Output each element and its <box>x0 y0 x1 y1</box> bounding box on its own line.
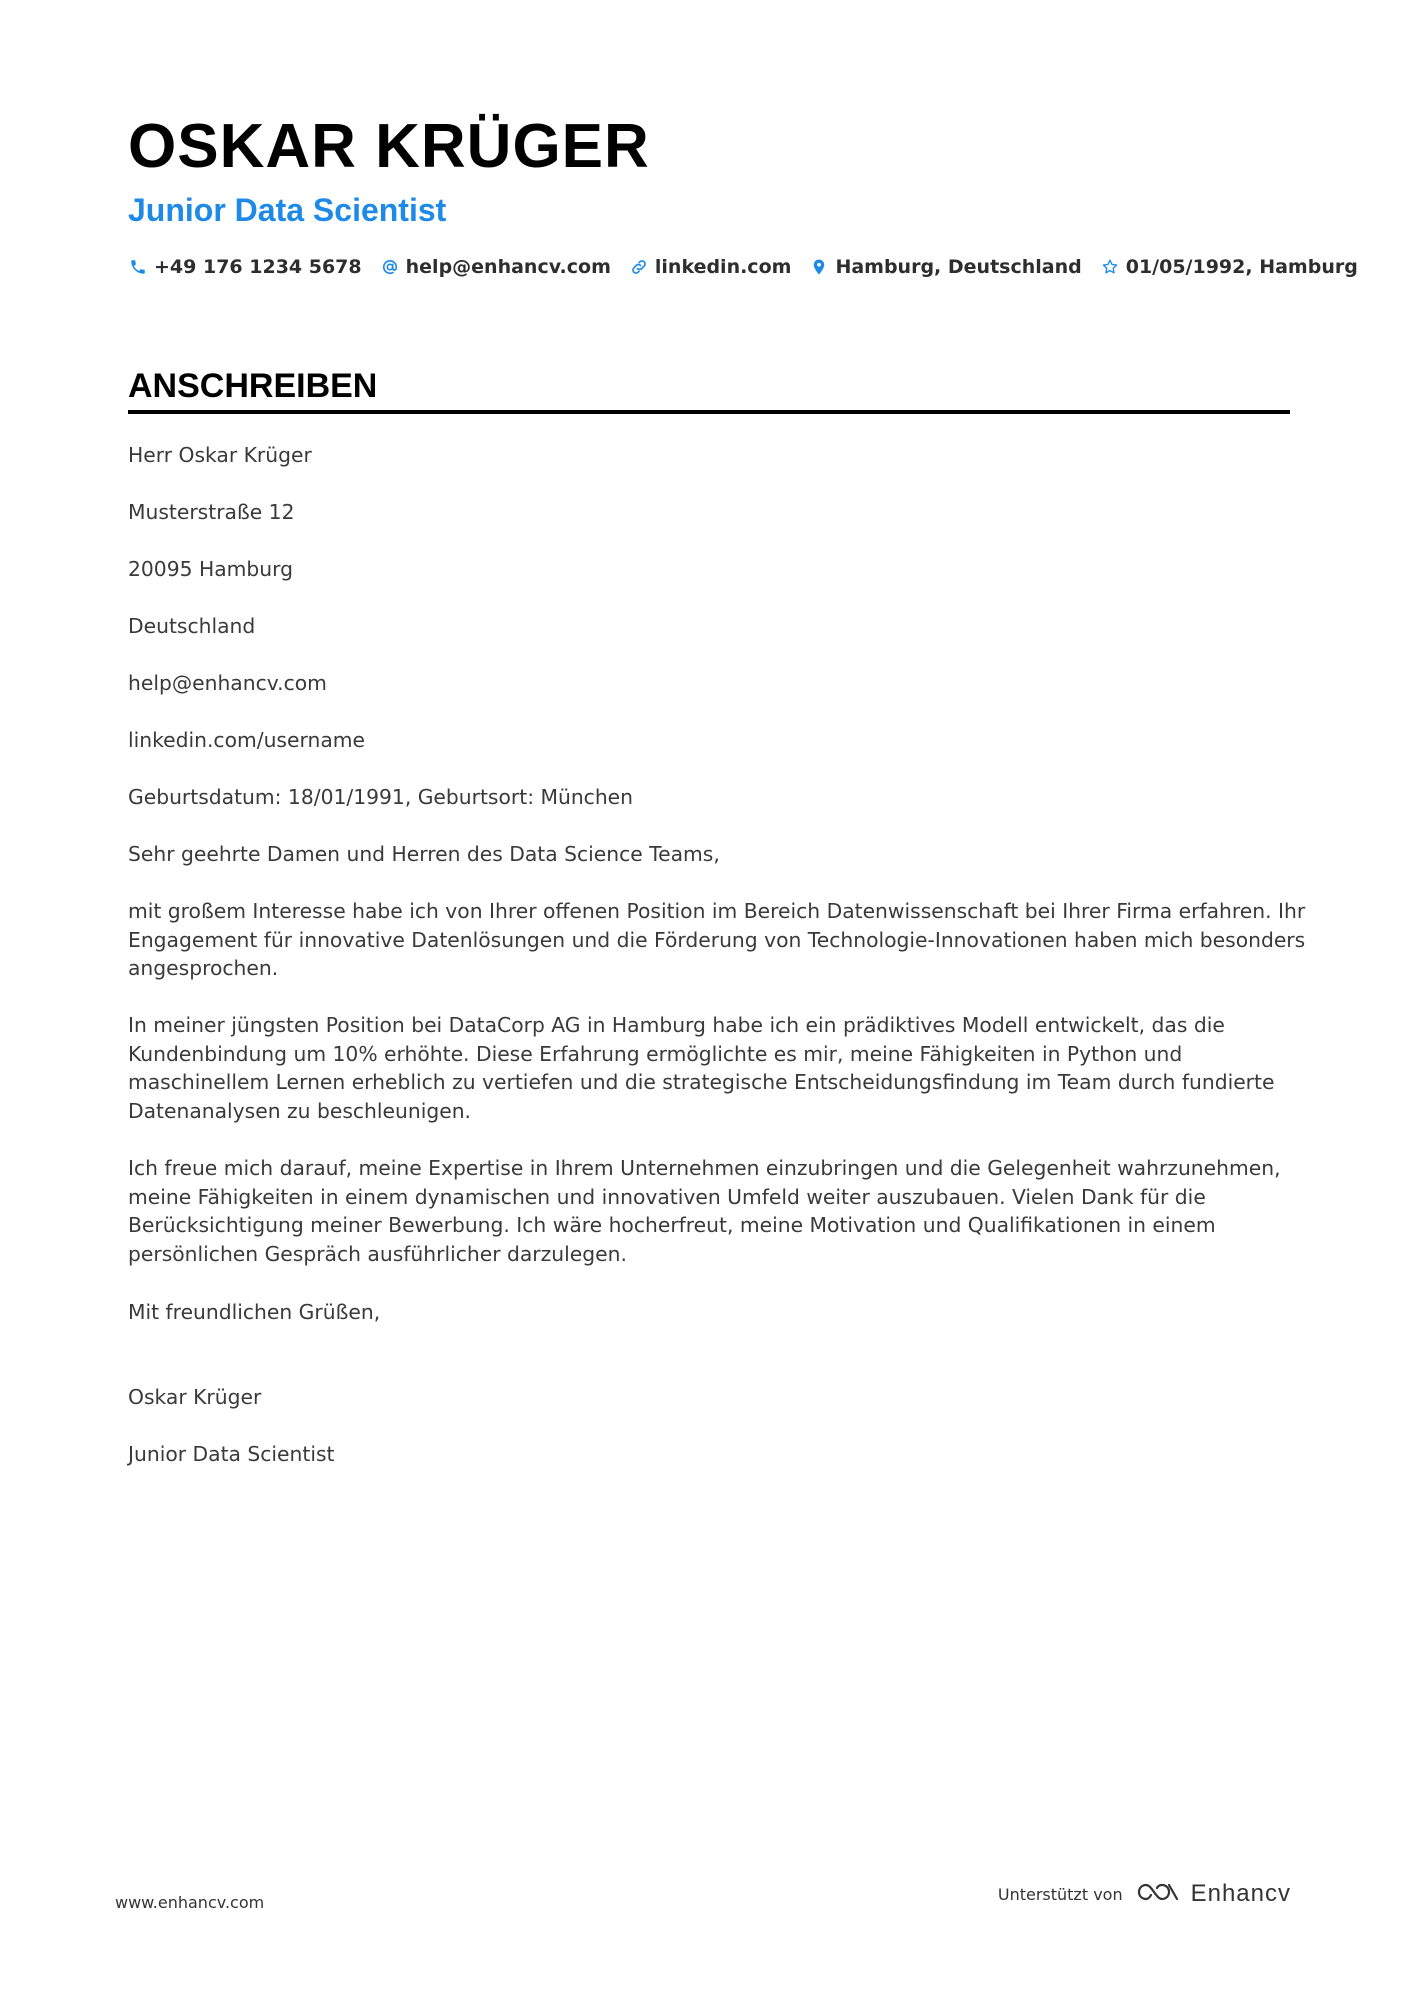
job-title: Junior Data Scientist <box>128 192 447 228</box>
recipient-linkedin: linkedin.com/username <box>128 728 365 752</box>
contact-bar <box>128 252 1376 282</box>
paragraph-line: Berücksichtigung meiner Bewerbung. Ich wäre hocherfreut, meine Motivation und Qualifikationen in einem <box>128 1213 1216 1238</box>
contact-linkedin-text: linkedin.com <box>654 256 792 278</box>
contact-location-text: Hamburg, Deutschland <box>835 256 1082 278</box>
paragraph-line: maschinellem Lernen erheblich zu vertiefen und die strategische Entscheidungsfindung im Team durch fundierte <box>128 1070 1275 1095</box>
contact-location <box>809 256 1081 278</box>
paragraph-2 <box>128 1011 1290 1125</box>
contact-email-text: help@enhancv.com <box>405 256 611 278</box>
footer-website[interactable]: www.enhancv.com <box>115 1893 265 1912</box>
paragraph-line: Datenanalysen zu beschleunigen. <box>128 1098 471 1123</box>
paragraph-1 <box>128 897 1306 983</box>
recipient-name: Herr Oskar Krüger <box>128 443 312 467</box>
footer-powered-by[interactable] <box>998 1879 1291 1909</box>
section-title: ANSCHREIBEN <box>128 367 378 405</box>
recipient-street: Musterstraße 12 <box>128 500 295 524</box>
paragraph-line: angesprochen. <box>128 956 279 981</box>
contact-linkedin[interactable] <box>629 256 792 278</box>
paragraph-line: mit großem Interesse habe ich von Ihrer offenen Position im Bereich Datenwissenschaft bei Ihrer Firma erfahren. Ihr <box>128 899 1306 923</box>
link-icon <box>629 257 649 277</box>
contact-birth <box>1100 256 1358 278</box>
star-icon <box>1100 257 1120 277</box>
closing: Mit freundlichen Grüßen, <box>128 1300 381 1324</box>
signature-title: Junior Data Scientist <box>128 1442 335 1466</box>
enhancv-logo-icon <box>1135 1879 1181 1909</box>
brand-name: Enhancv <box>1190 1880 1291 1907</box>
paragraph-line: Kundenbindung um 10% erhöhte. Diese Erfahrung ermöglichte es mir, meine Fähigkeiten in Python und <box>128 1041 1183 1066</box>
paragraph-line: persönlichen Gespräch ausführlicher darzulegen. <box>128 1241 627 1266</box>
paragraph-line: Ich freue mich darauf, meine Expertise in Ihrem Unternehmen einzubringen und die Gelegenheit wahrzunehmen, <box>128 1156 1281 1180</box>
paragraph-line: meine Fähigkeiten in einem dynamischen und innovativen Umfeld weiter auszubauen. Vielen Dank für die <box>128 1184 1206 1209</box>
contact-birth-text: 01/05/1992, Hamburg <box>1125 256 1358 278</box>
location-pin-icon <box>809 257 829 277</box>
paragraph-line: In meiner jüngsten Position bei DataCorp AG in Hamburg habe ich ein prädiktives Modell entwickelt, das die <box>128 1013 1225 1037</box>
paragraph-line: Engagement für innovative Datenlösungen und die Förderung von Technologie-Innovationen haben mich besonders <box>128 927 1306 952</box>
recipient-country: Deutschland <box>128 614 256 638</box>
paragraph-3 <box>128 1154 1290 1268</box>
signature-name: Oskar Krüger <box>128 1385 262 1409</box>
at-icon <box>380 257 400 277</box>
salutation: Sehr geehrte Damen und Herren des Data Science Teams, <box>128 842 720 866</box>
powered-by-label: Unterstützt von <box>997 1884 1123 1904</box>
contact-phone-text: +49 176 1234 5678 <box>154 256 362 278</box>
recipient-city: 20095 Hamburg <box>128 557 293 581</box>
phone-icon <box>128 257 148 277</box>
recipient-birth-info: Geburtsdatum: 18/01/1991, Geburtsort: München <box>128 785 634 809</box>
applicant-name: OSKAR KRÜGER <box>128 112 650 181</box>
contact-phone[interactable] <box>128 256 362 278</box>
contact-email[interactable] <box>380 256 611 278</box>
section-divider <box>128 410 1290 414</box>
recipient-email: help@enhancv.com <box>128 671 327 695</box>
